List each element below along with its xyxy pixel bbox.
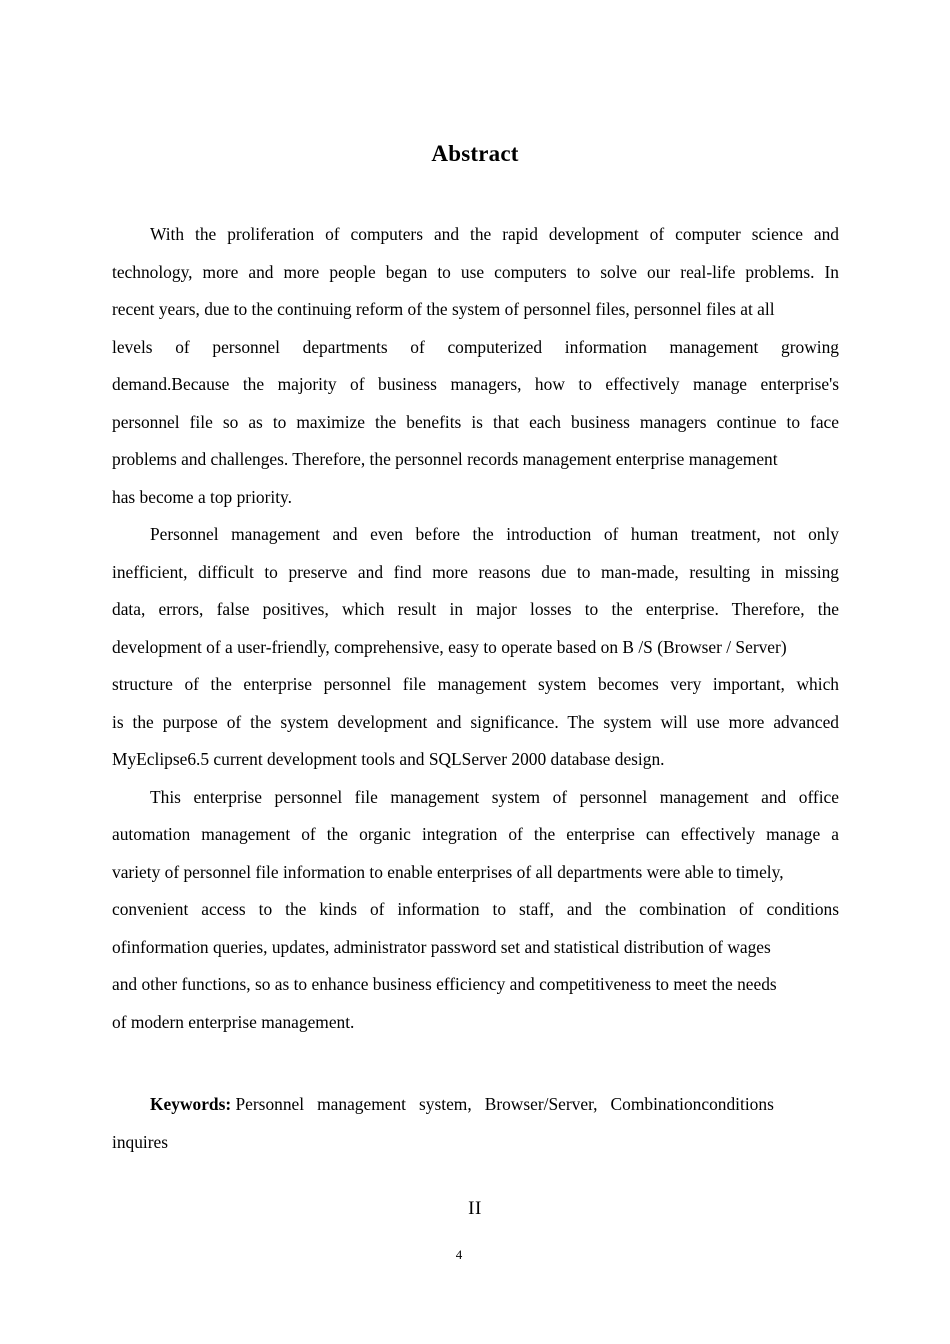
text-line: personnel file so as to maximize the benefits is that each business managers continue to face <box>112 411 839 432</box>
text-line: variety of personnel file information to enable enterprises of all departments were able to timely, <box>112 861 784 882</box>
text-line: ofinformation queries, updates, administrator password set and statistical distribution of wages <box>112 936 771 957</box>
text-line: demand.Because the majority of business managers, how to effectively manage enterprise's <box>112 374 839 394</box>
text-line: structure of the enterprise personnel file management system becomes very important, which <box>112 674 839 694</box>
page-number: 4 <box>455 1247 463 1262</box>
abstract-body <box>112 216 839 1161</box>
text-line: and other functions, so as to enhance business efficiency and competitiveness to meet the needs <box>112 974 777 994</box>
keywords-line-1 <box>112 1086 839 1124</box>
text-line: Personnel management and even before the introduction of human treatment, not only <box>150 524 839 544</box>
text-line: has become a top priority. <box>112 486 292 507</box>
text-line: MyEclipse6.5 current development tools and SQLServer 2000 database design. <box>112 749 665 769</box>
text-line: problems and challenges. Therefore, the personnel records management enterprise management <box>112 449 778 469</box>
keywords-values: Personnel management system, Browser/Server, Combinationconditions <box>231 1094 774 1114</box>
text-line: inefficient, difficult to preserve and find more reasons due to man-made, resulting in missing <box>112 561 839 582</box>
text-line: With the proliferation of computers and the rapid development of computer science and <box>150 224 839 244</box>
text-line: technology, more and more people began to use computers to solve our real-life problems. In <box>112 261 839 282</box>
text-line: development of a user-friendly, comprehensive, easy to operate based on B /S (Browser / Server) <box>112 636 787 657</box>
keywords-spacer <box>112 1041 839 1086</box>
text-line: data, errors, false positives, which result in major losses to the enterprise. Therefore, the <box>112 599 839 619</box>
keywords-block <box>112 1086 839 1161</box>
keywords-line-2: inquires <box>112 1131 169 1152</box>
text-line: of modern enterprise management. <box>112 1011 355 1032</box>
keywords-label: Keywords: <box>150 1094 232 1114</box>
text-line: automation management of the organic integration of the enterprise can effectively manage a <box>112 824 839 844</box>
page-title: Abstract <box>431 141 519 167</box>
text-line: convenient access to the kinds of information to staff, and the combination of conditions <box>112 899 839 919</box>
text-line: is the purpose of the system development and significance. The system will use more advanced <box>112 711 839 732</box>
folio-roman-numeral: II <box>468 1198 482 1219</box>
paragraph-1 <box>112 216 839 516</box>
text-line: levels of personnel departments of computerized information management growing <box>112 336 839 357</box>
paragraph-2 <box>112 516 839 779</box>
paragraph-3 <box>112 779 839 1042</box>
text-line: This enterprise personnel file management system of personnel management and office <box>150 786 839 807</box>
text-line: recent years, due to the continuing reform of the system of personnel files, personnel files at all <box>112 299 775 319</box>
